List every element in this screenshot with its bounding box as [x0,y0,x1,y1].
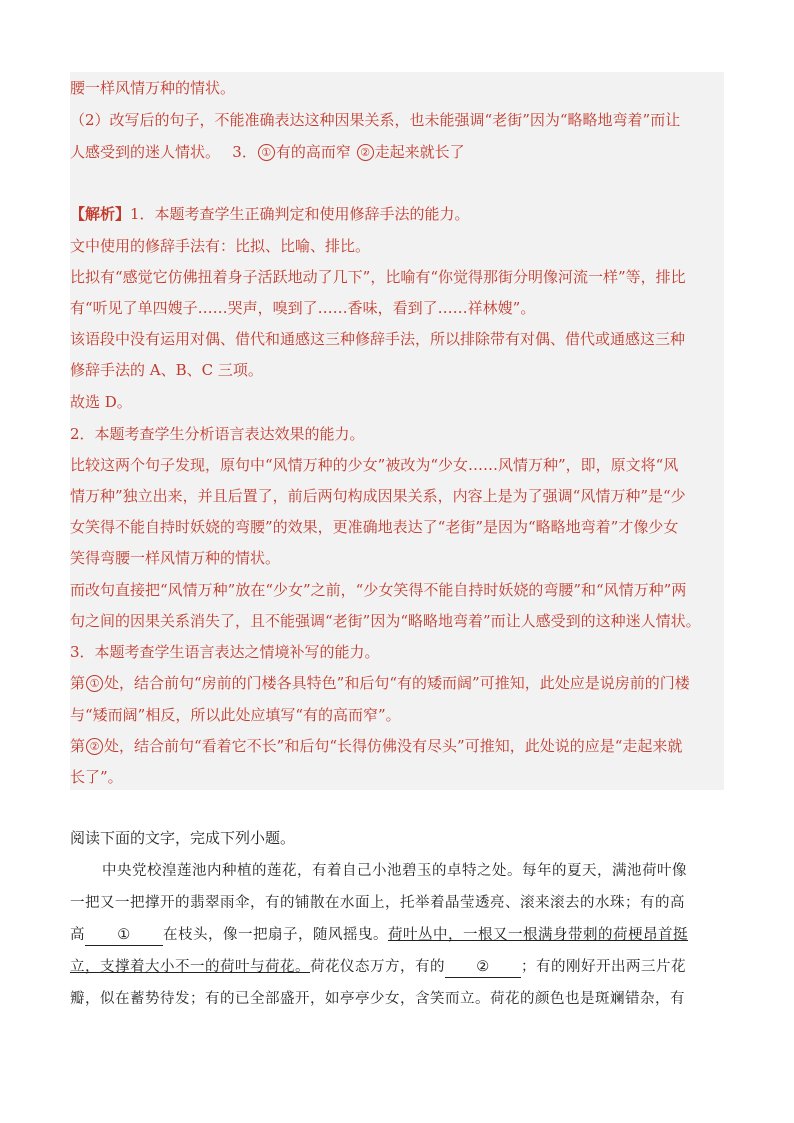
analysis-line-3: 比拟有“感觉它仿佛扭着身子活跃地动了几下”，比喻有“你觉得那街分明像河流一样”等，排比 [70,268,686,286]
blank-2: ② [445,957,521,978]
analysis-line-2: 文中使用的修辞手法有：比拟、比喻、排比。 [70,237,371,255]
analysis-line-11: 女笑得不能自持时妖娆的弯腰”的效果，更准确地表达了“老街”是因为“略略地弯着”才像少女 [70,518,679,536]
analysis-line-13: 而改句直接把“风情万种”放在“少女”之前，“少女笑得不能自持时妖娆的弯腰”和“风情万种”两 [70,581,687,599]
passage-line-3: 高 ① 在枝头，像一把扇子，随风摇曳。荷叶丛中，一根又一根满身带刺的荷梗昂首挺 [70,925,688,946]
analysis-line-4: 有“听见了单四嫂子……哭声，嗅到了……香味，看到了……祥林嫂”。 [70,299,536,317]
answer-line-1: 腰一样风情万种的情状。 [70,79,236,97]
analysis-line-9: 比较这两个句子发现，原句中“风情万种的少女”被改为“少女……风情万种”，即，原文将“风 [70,456,679,474]
passage-line-5: 瓣，似在蓄势待发；有的已全部盛开，如亭亭少女，含笑而立。荷花的颜色也是斑斓错杂，有 [70,991,685,1007]
passage-line-1: 中央党校湟莲池内种植的莲花，有着自己小池碧玉的卓特之处。每年的夏天，满池荷叶像 [102,863,687,879]
circled-number-2: ② [86,738,103,755]
question-intro: 阅读下面的文字，完成下列小题。 [70,829,296,847]
analysis-line-8: 2．本题考查学生分析语言表达效果的能力。 [70,425,365,443]
analysis-line-5: 该语段中没有运用对偶、借代和通感这三种修辞手法，所以排除带有对偶、借代或通感这三种 [70,330,686,348]
analysis-line-16: 第 ① 处，结合前句“房前的门楼各具特色”和后句“有的矮而阔”可推知，此处应是说房前的门楼 [70,674,690,692]
analysis-line-10: 情万种”独立出来，并且后置了，前后两句构成因果关系，内容上是为了强调“风情万种”是“少 [70,487,686,505]
blank-1: ① [85,925,163,946]
analysis-line-18: 第 ② 处，结合前句“看着它不长”和后句“长得仿佛没有尽头”可推知，此处说的应是“走起来就 [70,737,683,755]
circled-number-2: ② [357,144,374,161]
analysis-line-7: 故选 D。 [70,393,132,411]
analysis-line-1: 【解析】1．本题考查学生正确判定和使用修辞手法的能力。 [70,205,470,223]
analysis-line-6: 修辞手法的 A、B、C 三项。 [70,361,263,379]
analysis-line-12: 笑得弯腰一样风情万种的情状。 [70,549,281,567]
circled-number-1: ① [258,144,275,161]
analysis-line-17: 与“矮而阔”相反，所以此处应填写“有的高而窄”。 [70,706,401,724]
analysis-line-19: 长了”。 [70,768,123,786]
analysis-line-14: 句之间的因果关系消失了，且不能强调“老街”因为“略略地弯着”而让人感受到的这种迷人情状。 [70,612,701,630]
answer-line-2: （2）改写后的句子，不能准确表达这种因果关系，也未能强调“老街”因为“略略地弯着”而让 [70,111,681,129]
underlined-sentence: 荷叶丛中，一根又一根满身带刺的荷梗昂首挺 [388,927,688,943]
analysis-line-15: 3．本题考查学生语言表达之情境补写的能力。 [70,643,380,661]
underlined-sentence-cont: 立，支撑着大小不一的荷叶与荷花。 [70,959,310,975]
passage-line-2: 一把又一把撑开的翡翠雨伞，有的铺散在水面上，托举着晶莹透亮、滚来滚去的水珠；有的高 [70,895,685,911]
passage-line-4: 立，支撑着大小不一的荷叶与荷花。荷花仪态万方，有的 ② ；有的刚好开出两三片花 [70,957,686,978]
circled-number-1: ① [86,675,103,692]
answer-line-3: 人感受到的迷人情状。 3． ① 有的高而窄 ② 走起来就长了 [70,143,465,161]
analysis-tag: 【解析】 [70,205,131,223]
